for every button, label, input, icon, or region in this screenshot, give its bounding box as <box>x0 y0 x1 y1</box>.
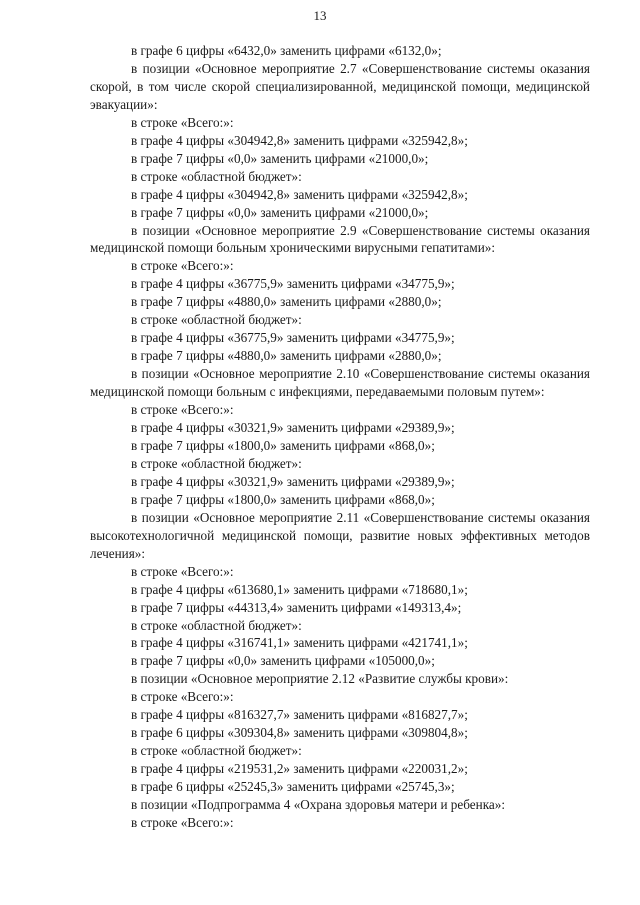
paragraph-graph-change: в графе 7 цифры «0,0» заменить цифрами «105000,0»; <box>131 653 435 669</box>
paragraph-row-regional-budget: в строке «областной бюджет»: <box>131 455 302 471</box>
paragraph-row-total: в строке «Всего:»: <box>131 402 234 418</box>
paragraph-graph6-6432: в графе 6 цифры «6432,0» заменить цифрами «6132,0»; <box>131 43 442 58</box>
paragraph-graph-change: в графе 7 цифры «0,0» заменить цифрами «21000,0»; <box>131 204 429 220</box>
paragraph-graph-change: в графе 7 цифры «4880,0» заменить цифрами «2880,0»; <box>131 294 442 310</box>
document-body <box>90 42 590 832</box>
paragraph-graph-change: в графе 7 цифры «4880,0» заменить цифрами «2880,0»; <box>131 348 442 364</box>
paragraph-graph-change: в графе 7 цифры «1800,0» заменить цифрами «868,0»; <box>131 491 435 507</box>
paragraph-graph-change: в графе 4 цифры «613680,1» заменить цифрами «718680,1»; <box>131 581 468 597</box>
paragraph-measure-2-9: в позиции «Основное мероприятие 2.9 «Совершенствование системы оказания медицинской помощи больным хроническими вирусными гепатитами»: <box>90 222 590 256</box>
paragraph-measure-2-10: в позиции «Основное мероприятие 2.10 «Совершенствование системы оказания медицинской помощи больным с инфекциями, передаваемыми половым путем»: <box>90 366 590 400</box>
paragraph-measure-2-11: в позиции «Основное мероприятие 2.11 «Совершенствование системы оказания высокотехнологичной медицинской помощи, развитие новых эффективных методов лечения»: <box>90 509 590 561</box>
paragraph-graph-change: в графе 6 цифры «25245,3» заменить цифрами «25745,3»; <box>131 779 455 795</box>
paragraph-graph-change: в графе 4 цифры «304942,8» заменить цифрами «325942,8»; <box>131 132 468 148</box>
paragraph-graph-change: в графе 4 цифры «816327,7» заменить цифрами «816827,7»; <box>131 707 468 723</box>
paragraph-measure-2-12: в позиции «Основное мероприятие 2.12 «Развитие службы крови»: <box>131 671 509 687</box>
paragraph-row-total: в строке «Всего:»: <box>131 689 234 705</box>
paragraph-row-regional-budget: в строке «областной бюджет»: <box>131 168 302 184</box>
paragraph-graph-change: в графе 7 цифры «0,0» заменить цифрами «21000,0»; <box>131 150 429 166</box>
paragraph-graph-change: в графе 4 цифры «304942,8» заменить цифрами «325942,8»; <box>131 186 468 202</box>
paragraph-row-total: в строке «Всего:»: <box>131 258 234 274</box>
paragraph-row-regional-budget: в строке «областной бюджет»: <box>131 312 302 328</box>
paragraph-row-regional-budget: в строке «областной бюджет»: <box>131 617 302 633</box>
paragraph-graph-change: в графе 7 цифры «44313,4» заменить цифрами «149313,4»; <box>131 599 462 615</box>
paragraph-row-total: в строке «Всего:»: <box>131 563 234 579</box>
paragraph-graph-change: в графе 4 цифры «30321,9» заменить цифрами «29389,9»; <box>131 473 455 489</box>
paragraph-graph-change: в графе 4 цифры «30321,9» заменить цифрами «29389,9»; <box>131 420 455 436</box>
paragraph-graph-change: в графе 4 цифры «36775,9» заменить цифрами «34775,9»; <box>131 276 455 292</box>
paragraph-row-total: в строке «Всего:»: <box>131 114 234 130</box>
paragraph-row-regional-budget: в строке «областной бюджет»: <box>131 743 302 759</box>
paragraph-graph-change: в графе 6 цифры «309304,8» заменить цифрами «309804,8»; <box>131 725 468 741</box>
paragraph-graph-change: в графе 4 цифры «36775,9» заменить цифрами «34775,9»; <box>131 330 455 346</box>
paragraph-graph-change: в графе 7 цифры «1800,0» заменить цифрами «868,0»; <box>131 437 435 453</box>
page-number: 13 <box>313 8 327 23</box>
paragraph-subprogram-4: в позиции «Подпрограмма 4 «Охрана здоровья матери и ребенка»: <box>131 797 506 813</box>
paragraph-measure-2-7: в позиции «Основное мероприятие 2.7 «Совершенствование системы оказания скорой, в том числе скорой специализированной, медицинской помощи, медицинской эвакуации»: <box>90 60 590 112</box>
paragraph-graph-change: в графе 4 цифры «219531,2» заменить цифрами «220031,2»; <box>131 761 468 777</box>
paragraph-row-total: в строке «Всего:»: <box>131 814 234 830</box>
paragraph-graph-change: в графе 4 цифры «316741,1» заменить цифрами «421741,1»; <box>131 635 468 651</box>
